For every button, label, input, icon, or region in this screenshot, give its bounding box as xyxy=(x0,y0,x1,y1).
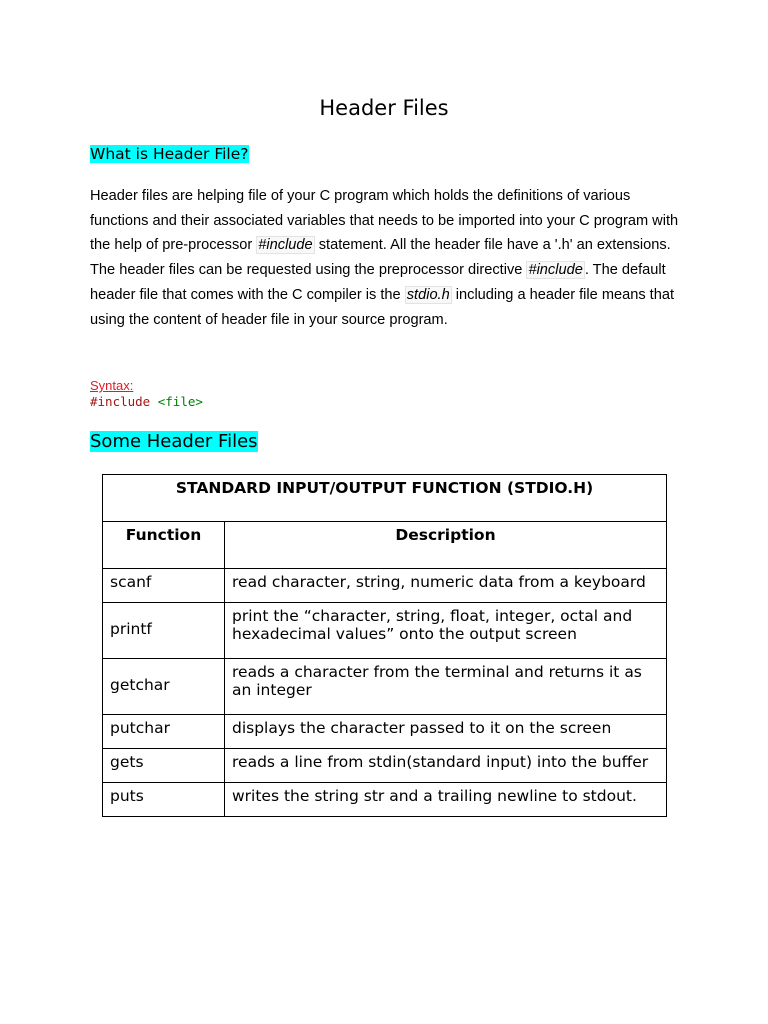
description-cell: read character, string, numeric data from a keyboard xyxy=(225,569,667,603)
table-row xyxy=(103,569,667,603)
function-name-cell: gets xyxy=(103,749,225,783)
stdio-code-chip: stdio.h xyxy=(406,286,450,303)
section-heading-what-is xyxy=(90,144,249,164)
function-name-cell: getchar xyxy=(103,659,225,715)
syntax-label: Syntax: xyxy=(90,378,134,393)
description-cell: displays the character passed to it on the screen xyxy=(225,715,667,749)
syntax-code xyxy=(90,394,203,409)
table-row xyxy=(103,603,667,659)
table-row xyxy=(103,783,667,817)
section-heading-text: What is Header File? xyxy=(90,145,249,163)
description-cell: reads a line from stdin(standard input) into the buffer xyxy=(225,749,667,783)
table-row xyxy=(103,749,667,783)
page-title: Header Files xyxy=(319,96,449,120)
paragraph-1-text-b: statement. All the header file have a '.h' an extensions. xyxy=(314,237,671,254)
function-name-cell: printf xyxy=(103,603,225,659)
table-row xyxy=(103,659,667,715)
stdio-functions-table xyxy=(102,474,667,817)
include-code-chip: #include xyxy=(258,237,313,254)
column-header-function: Function xyxy=(103,522,225,569)
paragraph-2-text-b: . The default header file that comes with the C compiler is the xyxy=(90,262,666,303)
column-header-description: Description xyxy=(225,522,667,569)
paragraph-2 xyxy=(90,258,690,332)
include-code-chip: #include xyxy=(528,262,583,279)
table-caption-row xyxy=(103,475,667,522)
description-cell: writes the string str and a trailing newline to stdout. xyxy=(225,783,667,817)
paragraph-2-text-c: including a header file means that using the content of header file in your source program. xyxy=(90,286,675,328)
table-header-row xyxy=(103,522,667,569)
intro-paragraphs xyxy=(90,184,690,332)
table-caption: STANDARD INPUT/OUTPUT FUNCTION (STDIO.H) xyxy=(103,475,667,522)
syntax-argument: <file> xyxy=(157,394,203,409)
function-name-cell: scanf xyxy=(103,569,225,603)
paragraph-1 xyxy=(90,184,690,258)
section-heading-some-header-files xyxy=(90,428,258,455)
section-heading-text: Some Header Files xyxy=(90,431,258,452)
description-cell: print the “character, string, float, integer, octal and hexadecimal values” onto the output screen xyxy=(225,603,667,659)
function-name-cell: putchar xyxy=(103,715,225,749)
paragraph-1-text-a: Header files are helping file of your C program which holds the definitions of various functions and their associated variables that needs to be imported into your C program with the help of pre-processor xyxy=(90,188,679,254)
table-row xyxy=(103,715,667,749)
description-cell: reads a character from the terminal and returns it as an integer xyxy=(225,659,667,715)
paragraph-2-text-a: The header files can be requested using the preprocessor directive xyxy=(90,262,527,279)
function-name-cell: puts xyxy=(103,783,225,817)
syntax-keyword: #include xyxy=(90,394,151,409)
